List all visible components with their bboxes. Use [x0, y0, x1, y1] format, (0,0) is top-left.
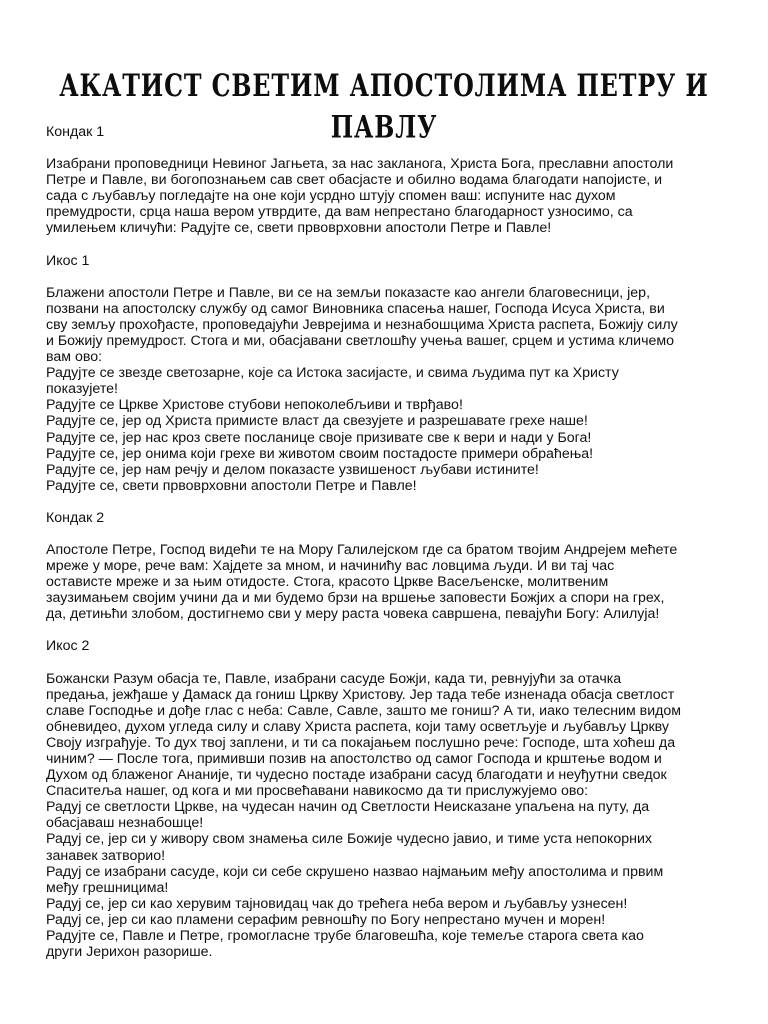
section-text-ikos-1: [46, 285, 726, 494]
section-text-kondak-1: [46, 156, 726, 236]
section-heading-kondak-2: Кондак 2: [46, 509, 105, 526]
text-line: показујете!: [46, 381, 119, 398]
text-line: међу грешницима!: [46, 879, 169, 896]
text-line: Радујте се, јер нас кроз свете посланице своје призивате све к вери и нади у Бога!: [46, 429, 592, 446]
text-line: Радуј се, јер си као херувим тајновидац чак до трећега неба вером и љубављу узнесен!: [46, 895, 628, 912]
text-line: Радуј се, јер си у живору свом знамења силе Божије чудесно јавио, и тиме уста непокорних: [46, 831, 652, 848]
section-text-ikos-2: [46, 671, 726, 961]
text-line: славе Господње и дође глас с неба: Савле, Савле, зашто ме гониш? А ти, иако телесним видом: [46, 702, 682, 719]
text-line: други Јерихон разорише.: [46, 944, 213, 961]
text-line: Апостоле Петре, Господ видећи те на Мору Галилејском где са братом твојим Андрејем мећете: [46, 541, 678, 558]
text-line: Радујте се, јер нам речју и делом показасте узвишеност љубави истините!: [46, 461, 539, 478]
text-line: умилењем кличући: Радујте се, свети првоврховни апостоли Петре и Павле!: [46, 220, 552, 237]
text-line: да, детињћи злобом, достигнемо сви у меру раста човека савршена, певајући Богу: Алилуја!: [46, 606, 660, 623]
text-line: остависте мреже и за њим отидосте. Стога, красото Цркве Васељенске, молитвеним: [46, 574, 609, 591]
text-line: Радуј се, јер си као пламени серафим ревношћу по Богу непрестано мучен и морен!: [46, 911, 606, 928]
section-text-kondak-2: [46, 542, 726, 622]
text-line: сву земљу прохођасте, проповедајући Јеврејима и незнабошцима Христа распета, Божију силу: [46, 316, 678, 333]
text-line: Радуј се светлости Цркве, на чудесан начин од Светлости Неисказане упаљена на путу, да: [46, 799, 650, 816]
text-line: Радујте се, јер онима који грехе ви животом своим постадосте примери обраћења!: [46, 445, 594, 462]
section-heading-ikos-1: Икос 1: [46, 252, 90, 269]
document-title: АКАТИСТ СВЕТИМ АПОСТОЛИМА ПЕТРУ И ПАВЛУ: [59, 68, 709, 146]
text-line: Радујте се Цркве Христове стубови непоколебљиви и тврђаво!: [46, 397, 463, 414]
text-line: Радујте се, јер од Христа примисте власт да свезујете и разрешавате грехе наше!: [46, 413, 588, 430]
text-line: предања, јежђаше у Дамаск да гониш Цркву Христову. Јер тада тебе изненада обасја светлост: [46, 686, 675, 703]
text-line: вам ово:: [46, 349, 103, 366]
text-line: и Божију премудрост. Стога и ми, обасјавани светлошћу учења вашег, срцем и устима кличемо: [46, 332, 675, 349]
text-line: чиним? — После тога, примивши позив на апостолство од самог Господа и крштење водом и: [46, 751, 662, 767]
text-line: Радујте се, свети првоврховни апостоли Петре и Павле!: [46, 477, 417, 494]
text-line: позвани на апостолску службу од самог Виновника спасења нашег, Господа Исуса Христа, ви: [46, 300, 665, 317]
section-heading-ikos-2: Икос 2: [46, 638, 90, 655]
text-line: премудрости, срца наша вером утврдите, да вам непрестано благодарност узносимо, са: [46, 204, 633, 221]
text-line: Петре и Павле, ви богопознањем сав свет обасјасте и обилно водама благодати напојисте, и: [46, 172, 663, 189]
text-line: Блажени апостоли Петре и Павле, ви се на земљи показасте као ангели благовесници, јер,: [46, 284, 651, 301]
text-line: Радујте се звезде светозарне, које са Истока засијасте, и свима људима пут ка Христу: [46, 365, 619, 382]
text-line: Духом од блаженог Ананије, ти чудесно постаде изабрани сасуд благодати и неуђутни сведок: [46, 767, 667, 784]
section-heading-kondak-1: Кондак 1: [46, 124, 105, 140]
text-line: Изабрани проповедници Невиног Јагњета, за нас закланога, Христа Бога, преславни апостоли: [46, 156, 674, 173]
text-line: занавек затворио!: [46, 847, 166, 864]
text-line: Божански Разум обасја те, Павле, изабрани сасуде Божји, када ти, ревнујући за отачка: [46, 670, 622, 687]
text-line: заузимањем својим учини да и ми будемо брзи на вршење заповести Божјих а спори на грех,: [46, 590, 665, 607]
text-line: Своју изграђује. То дух твој заплени, и ти са покајањем послушно рече: Господе, шта хоћеш да: [46, 734, 676, 751]
text-line: обневидео, духом угледа силу и славу Христа распета, који таму осветљује и љубављу Цркву: [46, 718, 669, 735]
text-line: Радујте се, Павле и Петре, громогласне трубе благовешћа, које темеље старога света као: [46, 928, 644, 945]
text-line: сада с љубављу погледајте на оне који усрдно штују спомен ваш: испуните нас духом: [46, 188, 616, 205]
text-line: Радуј се изабрани сасуде, који си себе скрушено назвао најмањим међу апостолима и првим: [46, 863, 664, 880]
text-line: мреже у море, рече вам: Хајдете за мном, и начинићу вас ловцима људи. И ви тај час: [46, 558, 615, 575]
text-line: Спаситеља нашег, од кога и ми просвећавани навикосмо да ти прислужујемо ово:: [46, 783, 589, 800]
document-body: [46, 124, 726, 976]
text-line: обасјаваш незнабошце!: [46, 815, 204, 832]
